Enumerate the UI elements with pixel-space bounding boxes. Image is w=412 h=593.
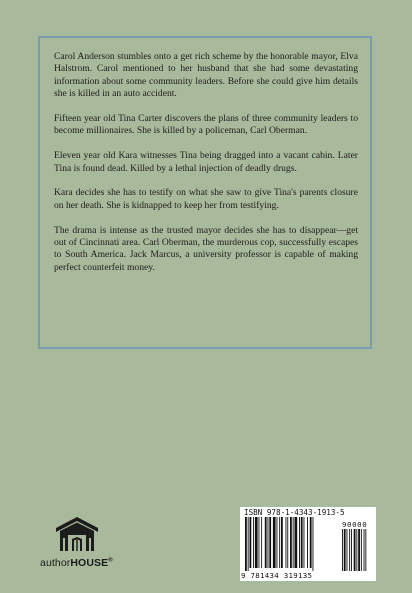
barcode-bar [290, 517, 292, 568]
barcode-bar [307, 517, 308, 568]
barcode-addon-bar [356, 529, 357, 571]
barcode-bar [286, 517, 287, 568]
barcode-bar [265, 517, 267, 568]
barcode-addon-bar [344, 529, 346, 571]
barcode-addon-bar [358, 529, 360, 571]
ean-digits: 9 781434 319135 [241, 571, 313, 580]
barcode-bar [299, 517, 300, 568]
barcode-bar [279, 517, 280, 568]
barcode-bar [273, 517, 276, 568]
barcode-bar [248, 517, 249, 571]
barcode-bar [295, 517, 298, 568]
publisher-name-part1: author [40, 557, 71, 569]
addon-digits: 90000 [342, 520, 368, 529]
barcode-addon-bar [364, 529, 365, 571]
barcode-bar [304, 517, 305, 568]
publisher-name [40, 557, 113, 569]
synopsis-paragraph-5: The drama is intense as the trusted mayor decides she has to disappear—get out of Cincinnati area. Carl Oberman, the murderous cop, successfully escapes to South America. Jack Marcus, a university professor is capable of making perfect counterfeit money. [54, 224, 358, 273]
barcode-bar [287, 517, 288, 568]
barcode-addon-bar [342, 529, 343, 571]
barcode-addon-bar [361, 529, 362, 571]
synopsis-box [38, 36, 372, 349]
isbn-label: ISBN 978-1-4343-1913-5 [244, 508, 345, 517]
barcode-bar [259, 517, 260, 568]
synopsis-paragraph-3: Eleven year old Kara witnesses Tina being dragged into a vacant cabin. Later Tina is found dead. Killed by a lethal injection of deadly drugs. [54, 150, 358, 174]
barcode-bar [268, 517, 269, 568]
barcode-bar [313, 517, 314, 571]
isbn-barcode [240, 507, 376, 581]
barcode-bar [310, 517, 312, 568]
synopsis-paragraph-4: Kara decides she has to testify on what she saw to give Tina's parents closure on her death. She is kidnapped to keep her from testifying. [54, 187, 358, 211]
synopsis-paragraph-1: Carol Anderson stumbles onto a get rich scheme by the honorable mayor, Elva Halstrom. Carol mentioned to her husband that she had some devastating information about some community leaders. Before she could give him details she is killed in an auto accident. [54, 51, 358, 100]
barcode-addon-bar [347, 529, 348, 571]
publisher-logo [40, 516, 120, 576]
barcode-bar [245, 517, 247, 571]
barcode-bar [277, 517, 278, 568]
publisher-name-part2: HOUSE [70, 557, 109, 569]
barcode-addon-bar [349, 529, 350, 571]
barcode-addon-bar [351, 529, 352, 571]
synopsis-paragraph-2: Fifteen year old Tina Carter discovers the plans of three community leaders to become millionaires. She is killed by a policeman, Carl Oberman. [54, 113, 358, 137]
barcode-addon-bar [365, 529, 366, 571]
barcode-bar [250, 517, 252, 568]
barcode-bar [255, 517, 258, 568]
barcode-bar [261, 517, 262, 568]
barcode-bar [293, 517, 294, 568]
authorhouse-logo-icon [55, 516, 99, 553]
barcode-addon-bar [354, 529, 356, 571]
barcode-bar [281, 517, 283, 568]
registered-mark: ® [108, 557, 113, 564]
barcode-bar [301, 517, 303, 568]
barcode-bar [253, 517, 254, 568]
barcode-bar [269, 517, 271, 568]
